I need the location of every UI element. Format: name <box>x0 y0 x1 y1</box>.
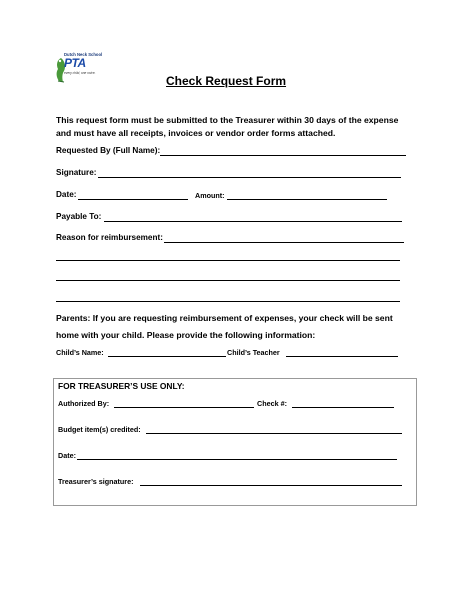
childs-teacher-label: Child’s Teacher <box>227 348 280 357</box>
treasurer-signature-field[interactable] <box>140 485 402 486</box>
date-label: Date: <box>56 190 77 199</box>
signature-label: Signature: <box>56 168 97 177</box>
requested-by-label: Requested By (Full Name): <box>56 146 161 155</box>
childs-name-field[interactable] <box>108 356 226 357</box>
requested-by-field[interactable] <box>160 155 406 156</box>
amount-field[interactable] <box>227 199 387 200</box>
budget-items-field[interactable] <box>146 433 402 434</box>
treasurer-section <box>53 378 417 506</box>
logo-pta-text: PTA <box>64 56 86 70</box>
check-number-label: Check #: <box>257 399 287 408</box>
reason-field-line-2[interactable] <box>56 260 400 261</box>
pta-logo <box>54 52 118 84</box>
page-title: Check Request Form <box>166 74 287 88</box>
intro-line-2: and must have all receipts, invoices or vendor order forms attached. <box>56 128 336 138</box>
parents-line-2: home with your child. Please provide the following information: <box>56 330 316 340</box>
parents-line-1: Parents: If you are requesting reimbursement of expenses, your check will be sent <box>56 313 393 323</box>
authorized-by-field[interactable] <box>114 407 254 408</box>
intro-line-1: This request form must be submitted to the Treasurer within 30 days of the expense <box>56 115 399 125</box>
childs-teacher-field[interactable] <box>286 356 398 357</box>
signature-field[interactable] <box>98 177 401 178</box>
date-field[interactable] <box>78 199 188 200</box>
check-number-field[interactable] <box>292 407 394 408</box>
treasurer-signature-label: Treasurer’s signature: <box>58 477 134 486</box>
authorized-by-label: Authorized By: <box>58 399 110 408</box>
payable-to-label: Payable To: <box>56 212 102 221</box>
reason-field-line-1[interactable] <box>164 242 404 243</box>
amount-label: Amount: <box>195 191 225 200</box>
treasurer-date-label: Date: <box>58 451 76 460</box>
treasurer-heading: FOR TREASURER’S USE ONLY: <box>58 381 185 391</box>
reason-field-line-4[interactable] <box>56 301 400 302</box>
budget-items-label: Budget item(s) credited: <box>58 425 141 434</box>
logo-tagline: every child, one voice. <box>64 71 96 75</box>
childs-name-label: Child’s Name: <box>56 348 104 357</box>
payable-to-field[interactable] <box>104 221 402 222</box>
reason-field-line-3[interactable] <box>56 280 400 281</box>
reason-label: Reason for reimbursement: <box>56 233 163 242</box>
treasurer-date-field[interactable] <box>77 459 397 460</box>
logo-school-name: Dutch Neck School <box>64 52 103 57</box>
